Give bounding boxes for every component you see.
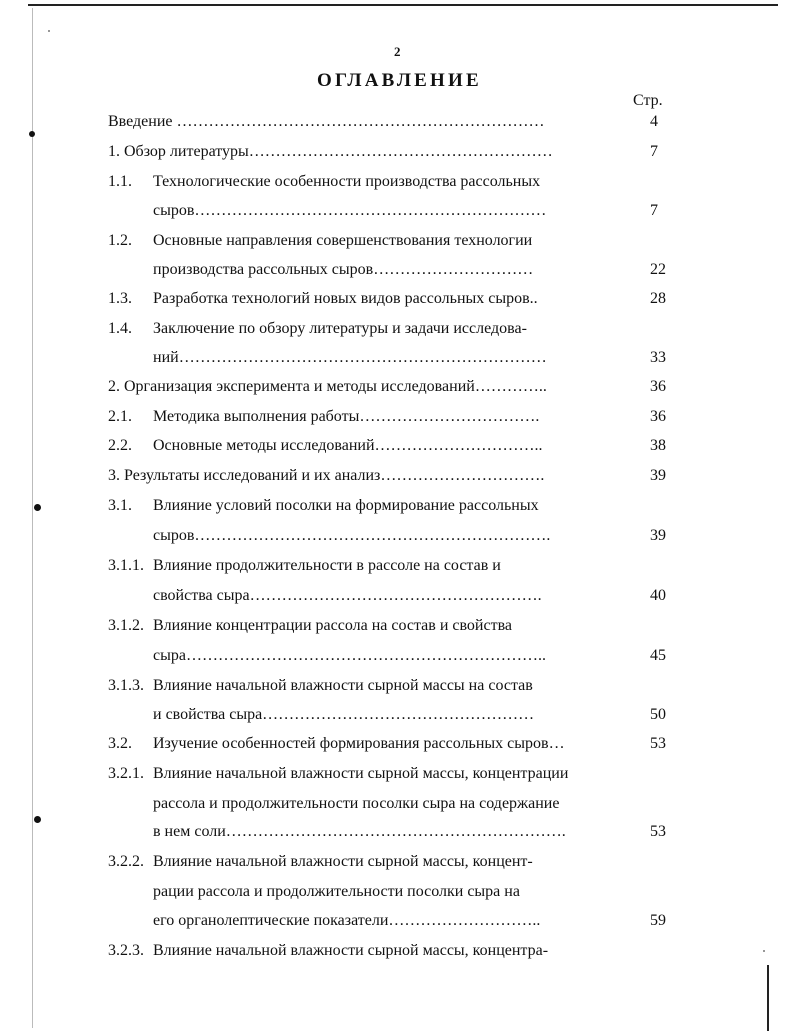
toc-entry-text: Влияние начальной влажности сырной массы, концентрации xyxy=(153,765,569,782)
toc-entry-page: 22 xyxy=(650,261,666,278)
toc-entry-number: 3.1.1. xyxy=(108,557,144,574)
page-column-header: Стр. xyxy=(633,92,663,109)
scan-speck xyxy=(48,30,50,32)
toc-entry-page: 53 xyxy=(650,735,666,752)
toc-entry-text: в нем соли………………………………………………………. xyxy=(153,823,566,840)
toc-entry-page: 4 xyxy=(650,113,658,130)
scan-dot xyxy=(34,816,41,823)
toc-entry-text: Разработка технологий новых видов рассольных сыров.. xyxy=(153,290,538,307)
scan-top-border xyxy=(28,4,778,6)
toc-entry-number: 1.2. xyxy=(108,232,132,249)
toc-entry-text: производства рассольных сыров………………………… xyxy=(153,261,534,278)
toc-entry-number: 3.2.2. xyxy=(108,853,144,870)
toc-entry-number: 2.2. xyxy=(108,437,132,454)
toc-entry-number: 1.1. xyxy=(108,173,132,190)
toc-entry-text: Влияние концентрации рассола на состав и свойства xyxy=(153,617,513,634)
toc-entry-text: Влияние продолжительности в рассоле на состав и xyxy=(153,557,501,574)
toc-entry-page: 50 xyxy=(650,706,666,723)
toc-entry-number: 3.1. xyxy=(108,497,132,514)
toc-entry-text: сыра………………………………………………………….. xyxy=(153,647,546,664)
toc-entry-text: Заключение по обзору литературы и задачи исследова- xyxy=(153,320,527,337)
toc-entry-text: сыров………………………………………………………… xyxy=(153,202,547,219)
toc-entry-text: его органолептические показатели……………………….. xyxy=(153,912,541,929)
toc-entry-text: Влияние начальной влажности сырной массы на состав xyxy=(153,677,533,694)
toc-entry-page: 38 xyxy=(650,437,666,454)
toc-entry-text: Технологические особенности производства рассольных xyxy=(153,173,541,190)
toc-entry-page: 45 xyxy=(650,647,666,664)
toc-entry-text: 3. Результаты исследований и их анализ…………………………. xyxy=(108,467,545,484)
scan-dot xyxy=(29,131,35,137)
toc-entry-text: Методика выполнения работы……………………………. xyxy=(153,408,540,425)
toc-entry-text: 1. Обзор литературы………………………………………………… xyxy=(108,143,553,160)
toc-entry-page: 36 xyxy=(650,378,666,395)
toc-entry-text: свойства сыра………………………………………………. xyxy=(153,587,542,604)
toc-entry-text: Изучение особенностей формирования рассольных сыров… xyxy=(153,735,565,752)
toc-entry-text: и свойства сыра…………………………………………… xyxy=(153,706,535,723)
toc-entry-page: 36 xyxy=(650,408,666,425)
toc-entry-page: 33 xyxy=(650,349,666,366)
scan-dot xyxy=(34,504,41,511)
toc-entry-text: рассола и продолжительности посолки сыра на содержание xyxy=(153,795,560,812)
toc-entry-text: ний…………………………………………………………… xyxy=(153,349,547,366)
toc-entry-page: 59 xyxy=(650,912,666,929)
toc-entry-number: 3.1.2. xyxy=(108,617,144,634)
toc-entry-page: 39 xyxy=(650,527,666,544)
toc-entry-text: Влияние условий посолки на формирование рассольных xyxy=(153,497,539,514)
toc-entry-number: 3.2.1. xyxy=(108,765,144,782)
toc-entry-number: 2.1. xyxy=(108,408,132,425)
page-title: ОГЛАВЛЕНИЕ xyxy=(317,70,482,91)
toc-entry-text: Влияние начальной влажности сырной массы, концентра- xyxy=(153,942,549,959)
scan-left-edge xyxy=(32,8,33,1028)
toc-entry-text: Введение …………………………………………………………… xyxy=(108,113,545,130)
toc-entry-text: Основные направления совершенствования технологии xyxy=(153,232,533,249)
toc-entry-page: 7 xyxy=(650,143,658,160)
toc-entry-text: 2. Организация эксперимента и методы исследований………….. xyxy=(108,378,547,395)
toc-entry-page: 53 xyxy=(650,823,666,840)
toc-entry-text: рации рассола и продолжительности посолки сыра на xyxy=(153,883,520,900)
page-number: 2 xyxy=(394,44,401,59)
toc-entry-text: Основные методы исследований………………………….. xyxy=(153,437,543,454)
toc-entry-number: 3.2. xyxy=(108,735,132,752)
toc-entry-page: 40 xyxy=(650,587,666,604)
scan-right-edge xyxy=(767,965,769,1031)
toc-entry-number: 3.1.3. xyxy=(108,677,144,694)
toc-entry-page: 7 xyxy=(650,202,658,219)
toc-entry-text: Влияние начальной влажности сырной массы, концент- xyxy=(153,853,533,870)
toc-entry-number: 1.3. xyxy=(108,290,132,307)
toc-entry-number: 1.4. xyxy=(108,320,132,337)
scan-speck xyxy=(763,950,765,952)
toc-entry-page: 39 xyxy=(650,467,666,484)
toc-entry-number: 3.2.3. xyxy=(108,942,144,959)
toc-entry-text: сыров…………………………………………………………. xyxy=(153,527,551,544)
toc-entry-page: 28 xyxy=(650,290,666,307)
